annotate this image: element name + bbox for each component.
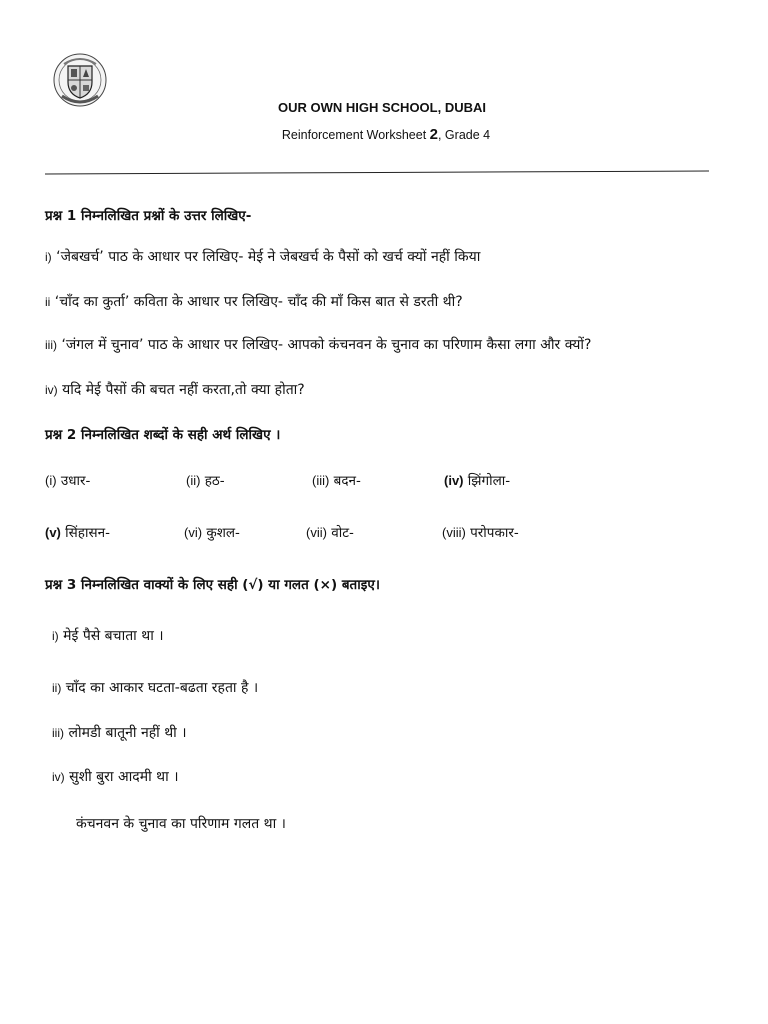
q2-word-1-text: उधार- [56,473,91,489]
q1-item-4 [45,380,305,399]
q3-item-1-number: i) [52,629,59,643]
q2-word-1-number: (i) [45,473,57,488]
question-2-heading: प्रश्न 2 निम्नलिखित शब्दों के सही अर्थ लिखिए । [45,427,281,443]
q1-item-3-number: iii) [45,338,57,352]
q2-word-2-number: (ii) [186,473,201,488]
q3-item-2-number: ii) [52,681,62,695]
q3-item-3 [52,723,187,742]
q2-word-2 [186,471,225,489]
q3-item-4-number: iv) [52,770,65,784]
q2-word-3 [312,471,361,489]
q2-word-6-number: (vi) [184,525,203,540]
question-3-heading: प्रश्न 3 निम्नलिखित वाक्यों के लिए सही (√) या गलत (×) बताइए। [45,577,380,593]
q2-word-5-number: (v) [45,525,61,540]
q1-item-4-number: iv) [45,383,58,397]
q2-word-3-text: बदन- [329,473,361,489]
q1-item-1-text: ‘जेबखर्च’ पाठ के आधार पर लिखिए- मेई ने जेबखर्च के पैसों को खर्च क्यों नहीं किया [51,249,481,265]
q2-word-6-text: कुशल- [202,525,240,541]
q2-word-3-number: (iii) [312,473,330,488]
q2-word-7 [306,523,354,541]
q1-item-2 [45,292,463,311]
worksheet-label: Reinforcement Worksheet [281,128,430,142]
q1-item-3-text: ‘जंगल में चुनाव’ पाठ के आधार पर लिखिए- आपको कंचनवन के चुनाव का परिणाम कैसा लगा और क्यों? [57,337,592,353]
worksheet-subtitle [2,126,768,143]
q2-word-2-text: हठ- [200,473,225,489]
q2-word-6 [184,523,240,541]
grade-label: , Grade 4 [437,128,491,142]
q3-item-5 [76,814,286,833]
q2-word-5-text: सिंहासन- [60,525,110,541]
q1-item-2-number: ii [45,295,51,309]
q1-item-2-text: ‘चाँद का कुर्ता’ कविता के आधार पर लिखिए- चाँद की माँ किस बात से डरती थी? [50,294,463,310]
q3-item-5-text: कंचनवन के चुनाव का परिणाम गलत था । [76,816,286,832]
q2-word-4-number: (iv) [444,473,464,488]
q3-item-2-text: चाँद का आकार घटता-बढता रहता है । [61,680,259,696]
q2-word-4-text: झिंगोला- [463,473,511,489]
q1-item-4-text: यदि मेई पैसों की बचत नहीं करता,तो क्या होता? [57,382,305,398]
q3-item-4-text: सुशी बुरा आदमी था । [64,769,179,785]
q2-word-8-number: (viii) [442,525,466,540]
q1-item-1-number: i) [45,250,52,264]
q3-item-2 [52,678,258,697]
worksheet-number: 2 [429,126,438,143]
q2-word-4 [444,471,510,489]
q2-word-1 [45,471,90,489]
q2-word-8 [442,523,519,541]
q3-item-4 [52,767,179,786]
q3-item-1 [52,626,164,645]
q2-word-5 [45,523,110,541]
q2-word-7-text: वोट- [326,525,354,541]
q3-item-3-number: iii) [52,726,64,740]
q3-item-3-text: लोमडी बातूनी नहीं थी । [64,725,187,741]
q2-word-7-number: (vii) [306,525,327,540]
q1-item-1 [45,247,480,266]
question-1-heading: प्रश्न 1 निम्नलिखित प्रश्नों के उत्तर लिखिए- [45,208,252,224]
school-name: OUR OWN HIGH SCHOOL, DUBAI [278,100,486,115]
q3-item-1-text: मेई पैसे बचाता था । [58,628,164,644]
q1-item-3 [45,335,591,354]
q2-word-8-text: परोपकार- [465,525,519,541]
header-divider [45,171,709,175]
